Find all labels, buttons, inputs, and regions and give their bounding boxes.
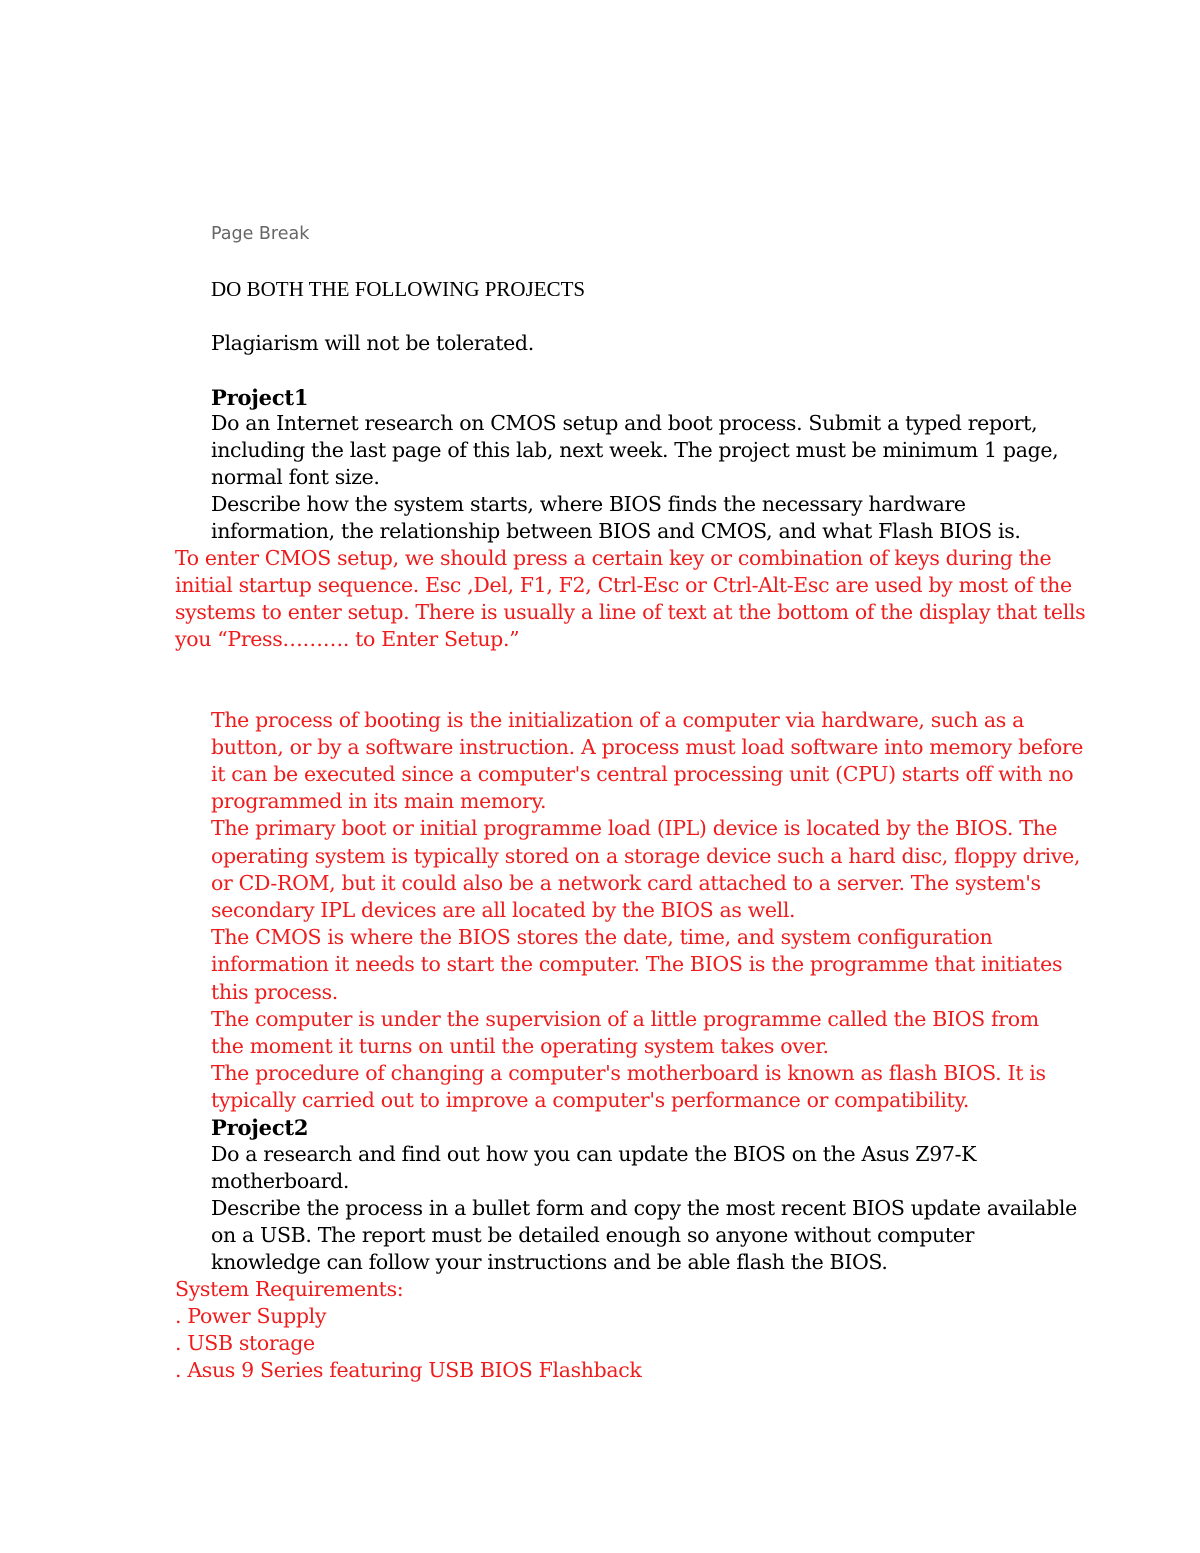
boot-answer-line: The CMOS is where the BIOS stores the date, time, and system configuration xyxy=(211,925,993,949)
project2-title: Project2 xyxy=(211,1115,309,1140)
boot-answer-line: button, or by a software instruction. A process must load software into memory before xyxy=(211,735,1084,759)
boot-answer-line: secondary IPL devices are all located by the BIOS as well. xyxy=(211,898,796,922)
boot-answer-line: information it needs to start the computer. The BIOS is the programme that initiates xyxy=(211,952,1063,976)
project2-line: on a USB. The report must be detailed enough so anyone without computer xyxy=(211,1223,975,1247)
requirement-item: . Asus 9 Series featuring USB BIOS Flashback xyxy=(175,1358,642,1382)
requirements-title: System Requirements: xyxy=(175,1277,404,1301)
boot-answer-line: typically carried out to improve a computer's performance or compatibility. xyxy=(211,1088,970,1112)
project1-line: Do an Internet research on CMOS setup and boot process. Submit a typed report, xyxy=(211,411,1038,435)
boot-answer-line: this process. xyxy=(211,980,338,1004)
boot-answer-line: The process of booting is the initialization of a computer via hardware, such as a xyxy=(211,708,1024,732)
project2-line: knowledge can follow your instructions and be able flash the BIOS. xyxy=(211,1250,888,1274)
boot-answer-line: the moment it turns on until the operating system takes over. xyxy=(211,1034,829,1058)
document-heading: DO BOTH THE FOLLOWING PROJECTS xyxy=(211,277,586,301)
boot-answer-line: The computer is under the supervision of a little programme called the BIOS from xyxy=(211,1007,1039,1031)
project1-line: Describe how the system starts, where BIOS finds the necessary hardware xyxy=(211,492,966,516)
requirement-item: . USB storage xyxy=(175,1331,315,1355)
project1-line: information, the relationship between BIOS and CMOS, and what Flash BIOS is. xyxy=(211,519,1021,543)
cmos-answer-line: systems to enter setup. There is usually a line of text at the bottom of the display that tells xyxy=(175,600,1086,624)
page-break-label: Page Break xyxy=(211,224,310,244)
boot-answer-line: it can be executed since a computer's central processing unit (CPU) starts off with no xyxy=(211,762,1074,786)
requirement-item: . Power Supply xyxy=(175,1304,327,1328)
project1-title: Project1 xyxy=(211,385,309,410)
project1-line: normal font size. xyxy=(211,465,380,489)
project2-line: Do a research and find out how you can update the BIOS on the Asus Z97-K xyxy=(211,1142,977,1166)
plagiarism-warning: Plagiarism will not be tolerated. xyxy=(211,331,534,355)
boot-answer-line: or CD-ROM, but it could also be a network card attached to a server. The system's xyxy=(211,871,1041,895)
boot-answer-line: The primary boot or initial programme load (IPL) device is located by the BIOS. The xyxy=(211,816,1058,840)
cmos-answer-line: you “Press………. to Enter Setup.” xyxy=(175,627,520,651)
boot-answer-line: programmed in its main memory. xyxy=(211,789,547,813)
cmos-answer-line: initial startup sequence. Esc ,Del, F1, F2, Ctrl-Esc or Ctrl-Alt-Esc are used by most of the xyxy=(175,573,1072,597)
project2-line: motherboard. xyxy=(211,1169,350,1193)
boot-answer-line: operating system is typically stored on a storage device such a hard disc, floppy drive, xyxy=(211,844,1081,868)
project2-line: Describe the process in a bullet form and copy the most recent BIOS update available xyxy=(211,1196,1077,1220)
boot-answer-line: The procedure of changing a computer's motherboard is known as flash BIOS. It is xyxy=(211,1061,1046,1085)
project1-line: including the last page of this lab, next week. The project must be minimum 1 page, xyxy=(211,438,1059,462)
cmos-answer-line: To enter CMOS setup, we should press a certain key or combination of keys during the xyxy=(175,546,1052,570)
